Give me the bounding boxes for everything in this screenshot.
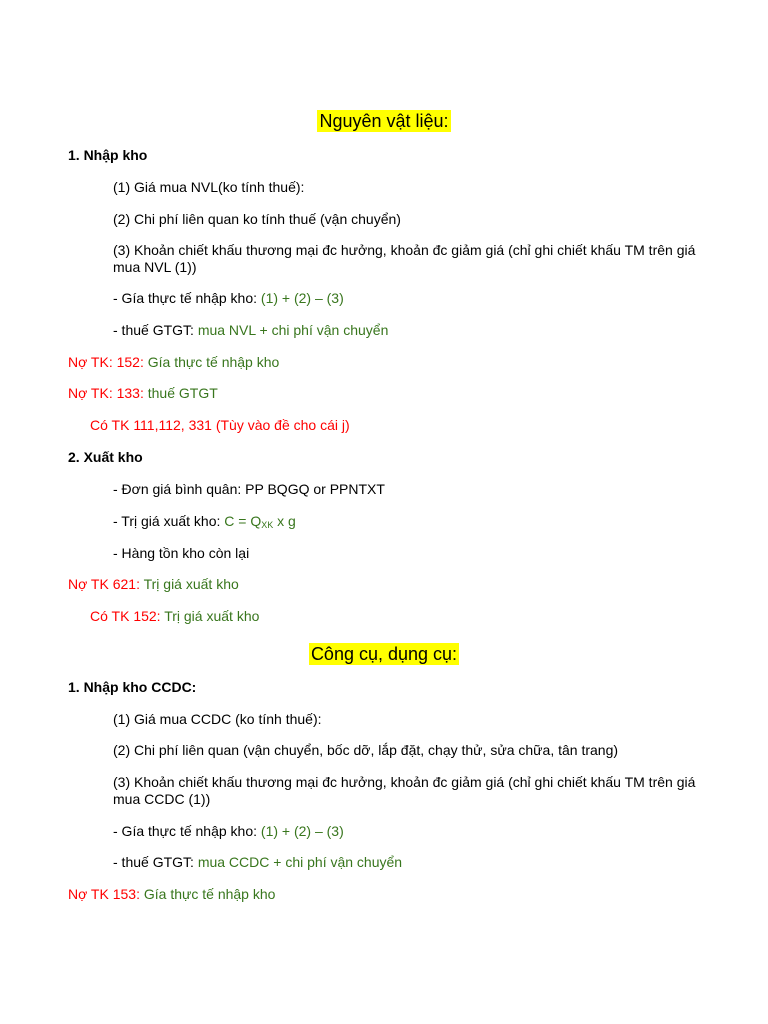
- section-title-wrapper: [0, 110, 768, 132]
- vat-label: - thuế GTGT:: [113, 854, 198, 870]
- debit-account-desc: Gía thực tế nhập kho: [143, 886, 276, 902]
- item-related-costs-tools: (2) Chi phí liên quan (vận chuyển, bốc dỡ, lắp đặt, chạy thử, sửa chữa, tân trang): [113, 742, 619, 758]
- debit-entry-133: [68, 385, 218, 402]
- item-discount-tools: (3) Khoản chiết khấu thương mại đc hưởng, khoản đc giảm giá (chỉ ghi chiết khấu TM trên giá mua CCDC (1)): [113, 774, 696, 807]
- credit-account-label: Có TK 152:: [90, 608, 165, 624]
- vat-label: - thuế GTGT:: [113, 322, 198, 338]
- section-title-wrapper: [0, 643, 768, 665]
- credit-account-desc: Trị giá xuất kho: [164, 608, 260, 624]
- debit-entry-621: [68, 576, 239, 593]
- vat-formula: mua NVL + chi phí vận chuyển: [197, 322, 389, 338]
- actual-price-label: - Gía thực tế nhập kho:: [113, 290, 261, 306]
- item-purchase-price-tools: (1) Giá mua CCDC (ko tính thuế):: [113, 711, 322, 727]
- heading-import-tools: 1. Nhập kho CCDC:: [68, 679, 197, 695]
- debit-account-label: Nợ TK 621:: [68, 576, 144, 592]
- heading-export: 2. Xuất kho: [68, 449, 143, 465]
- debit-account-desc: Trị giá xuất kho: [143, 576, 239, 592]
- actual-price-formula: (1) + (2) – (3): [260, 290, 344, 306]
- section-title-tools: Công cụ, dụng cụ:: [310, 644, 458, 664]
- debit-account-desc: Gía thực tế nhập kho: [147, 354, 280, 370]
- debit-account-label: Nợ TK 153:: [68, 886, 144, 902]
- debit-account-desc: thuế GTGT: [147, 385, 218, 401]
- vat-line: [113, 322, 388, 339]
- section-title-materials: Nguyên vật liệu:: [319, 111, 449, 131]
- actual-price-label: - Gía thực tế nhập kho:: [113, 823, 261, 839]
- vat-formula: mua CCDC + chi phí vận chuyển: [197, 854, 403, 870]
- vat-line-tools: [113, 854, 402, 871]
- export-value-label: - Trị giá xuất kho:: [113, 513, 225, 529]
- heading-import: 1. Nhập kho: [68, 147, 148, 163]
- export-value-formula: $C = Q_{XK}$ x g: [224, 513, 296, 530]
- credit-entry-152: [90, 608, 259, 625]
- item-purchase-price: (1) Giá mua NVL(ko tính thuế):: [113, 179, 305, 195]
- item-unit-price: - Đơn giá bình quân: PP BQGQ or PPNTXT: [113, 481, 385, 497]
- debit-account-label: Nợ TK: 152:: [68, 354, 148, 370]
- actual-price-line: [113, 290, 344, 307]
- debit-entry-152: [68, 354, 279, 371]
- debit-entry-153: [68, 886, 275, 903]
- export-value-line: [113, 513, 296, 534]
- credit-entry-cash: Có TK 111,112, 331 (Tùy vào đề cho cái j): [90, 417, 350, 433]
- actual-price-formula: (1) + (2) – (3): [260, 823, 344, 839]
- item-related-costs: (2) Chi phí liên quan ko tính thuế (vận chuyển): [113, 211, 401, 227]
- actual-price-line-tools: [113, 823, 344, 840]
- item-remaining-inventory: - Hàng tồn kho còn lại: [113, 545, 250, 561]
- debit-account-label: Nợ TK: 133:: [68, 385, 148, 401]
- item-discount: (3) Khoản chiết khấu thương mại đc hưởng, khoản đc giảm giá (chỉ ghi chiết khấu TM trên giá mua NVL (1)): [113, 242, 696, 275]
